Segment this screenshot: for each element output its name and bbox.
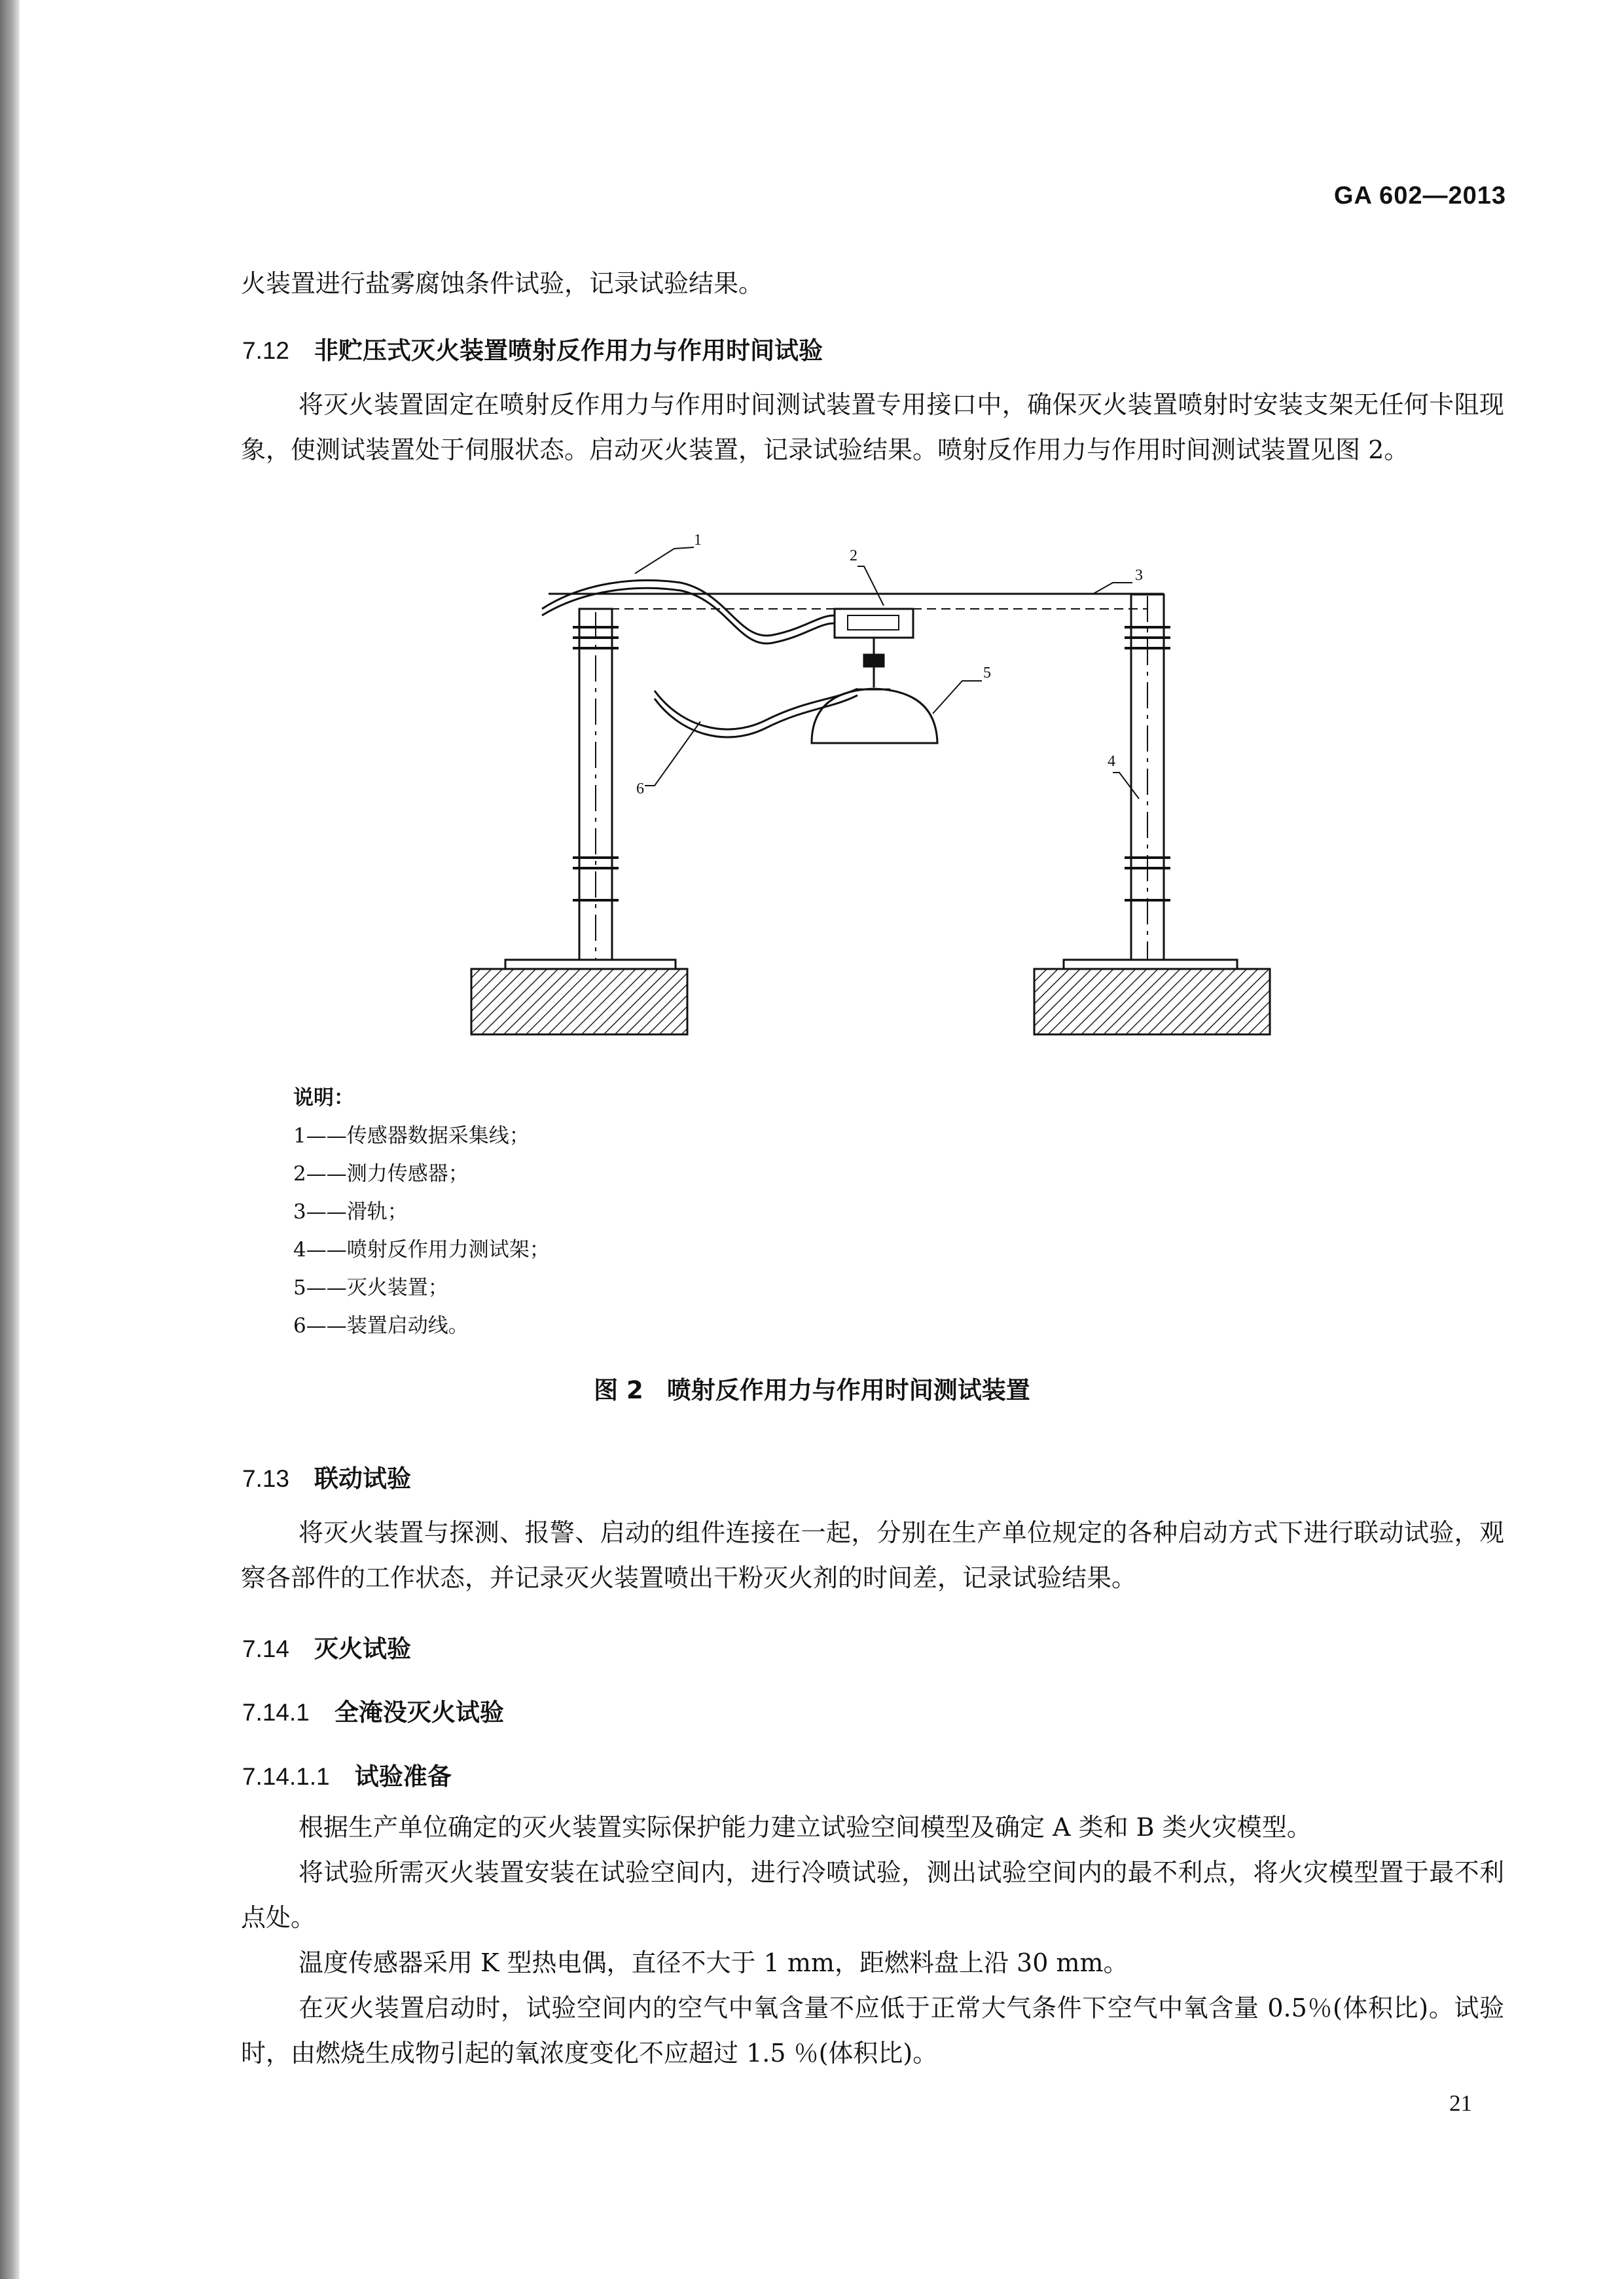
section-number: 7.14.1 [242, 1699, 310, 1726]
figure-legend [293, 1079, 550, 1345]
section-7-14-1-heading [242, 1692, 504, 1728]
section-title: 全淹没灭火试验 [334, 1698, 504, 1726]
page-number: 21 [1449, 2090, 1472, 2116]
paragraph-cold-spray: 将试验所需灭火装置安装在试验空间内，进行冷喷试验，测出试验空间内的最不利点，将火灾模型置于最不利点处。 [241, 1858, 1504, 1932]
legend-title: 说明： [293, 1086, 354, 1110]
figure-title: 喷射反作用力与作用时间测试装置 [666, 1376, 1030, 1404]
paragraph-fire-model: 根据生产单位确定的灭火装置实际保护能力建立试验空间模型及确定 A 类和 B 类火灾模型。 [298, 1813, 1312, 1842]
callout-4: 4 [1108, 753, 1115, 770]
right-ground-block [1034, 969, 1270, 1034]
right-base-plate [1064, 960, 1237, 969]
callout-2: 2 [850, 547, 857, 564]
standard-code: GA 602—2013 [1333, 182, 1506, 210]
page-binding-edge [0, 0, 20, 2279]
figure-number: 图 2 [594, 1376, 643, 1404]
starter-cable [655, 689, 857, 729]
paragraph-thermocouple: 温度传感器采用 K 型热电偶，直径不大于 1 mm，距燃料盘上沿 30 mm。 [298, 1948, 1128, 1977]
section-number: 7.14 [242, 1635, 290, 1662]
section-7-13-heading [242, 1459, 411, 1494]
left-ground-block [471, 969, 687, 1034]
legend-item: 4——喷射反作用力测试架； [293, 1238, 550, 1262]
section-7-13-paragraph: 将灭火装置与探测、报警、启动的组件连接在一起，分别在生产单位规定的各种启动方式下进行联动试验，观察各部件的工作状态，并记录灭火装置喷出干粉灭火剂的时间差，记录试验结果。 [241, 1518, 1504, 1592]
force-sensor [835, 609, 913, 638]
callout-3: 3 [1135, 567, 1143, 584]
legend-item: 6——装置启动线。 [293, 1314, 469, 1338]
section-number: 7.13 [242, 1465, 290, 1492]
section-number: 7.14.1.1 [242, 1763, 330, 1790]
section-7-12-paragraph: 将灭火装置固定在喷射反作用力与作用时间测试装置专用接口中，确保灭火装置喷射时安装支架无任何卡阻现象，使测试装置处于伺服状态。启动灭火装置，记录试验结果。喷射反作用力与作用时间测试装置见图 2。 [241, 390, 1504, 464]
section-title: 试验准备 [354, 1762, 452, 1791]
section-title: 灭火试验 [314, 1635, 412, 1663]
paragraph-oxygen: 在灭火装置启动时，试验空间内的空气中氧含量不应低于正常大气条件下空气中氧含量 0.5％(体积比)。试验时，由燃烧生成物引起的氧浓度变化不应超过 1.5 ％(体积比)。 [241, 1994, 1504, 2068]
section-number: 7.12 [242, 337, 290, 364]
legend-item: 5——灭火装置； [293, 1276, 448, 1300]
section-7-14-1-1-heading [242, 1757, 452, 1792]
section-7-14-heading [242, 1629, 411, 1664]
legend-item: 2——测力传感器； [293, 1162, 469, 1186]
callout-6: 6 [636, 780, 644, 797]
figure-2-diagram [465, 517, 1290, 1048]
left-base-plate [505, 960, 676, 969]
callout-5: 5 [983, 665, 991, 682]
test-rig-drawing [465, 517, 1290, 1048]
section-title: 联动试验 [314, 1465, 412, 1493]
legend-item: 1——传感器数据采集线； [293, 1124, 530, 1148]
figure-caption [0, 1370, 1624, 1406]
section-7-12-heading [242, 331, 823, 366]
callout-1: 1 [694, 532, 702, 549]
continuation-paragraph: 火装置进行盐雾腐蚀条件试验，记录试验结果。 [241, 269, 764, 298]
section-title: 非贮压式灭火装置喷射反作用力与作用时间试验 [314, 337, 823, 365]
legend-item: 3——滑轨； [293, 1200, 408, 1224]
